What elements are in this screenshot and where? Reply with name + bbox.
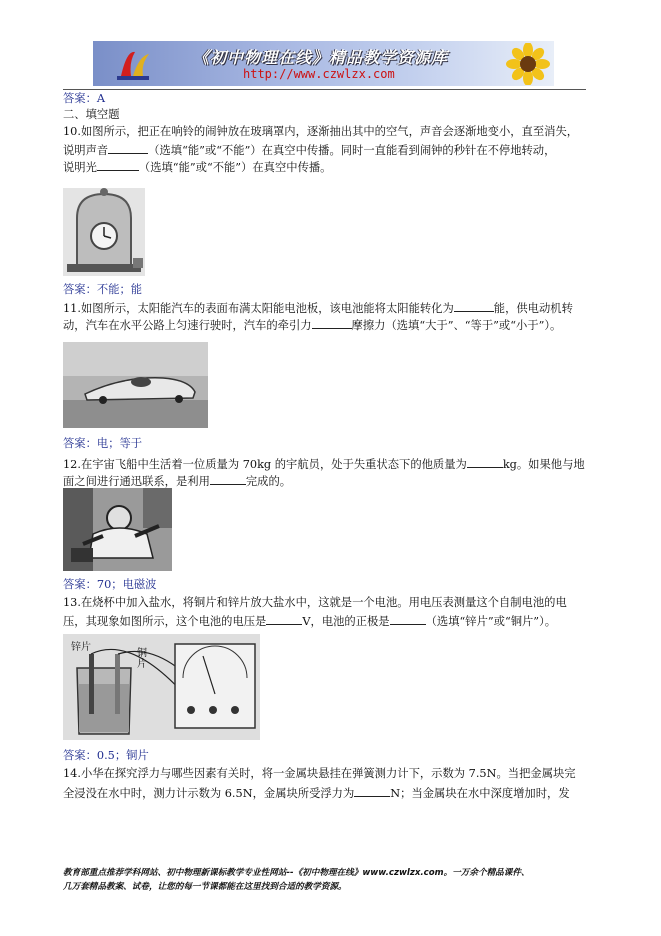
q12-line2 — [63, 473, 291, 489]
footer-line2: 几万套精品教案、试卷，让您的每一节课都能在这里找到合适的教学资源。 — [63, 882, 347, 892]
q10-line3 — [63, 159, 331, 175]
q11-text-d: 摩擦力（选填“大于”、“等于”或“小于”）。 — [351, 319, 562, 332]
q11-text-a: 11.如图所示，太阳能汽车的表面布满太阳能电池板，该电池能将太阳能转化为 — [63, 302, 454, 315]
section-heading: 二、填空题 — [63, 108, 120, 121]
q14-line1: 14.小华在探究浮力与哪些因素有关时，将一金属块悬挂在弹簧测力计下，示数为 7.5N。当把金属块完 — [63, 767, 576, 780]
header-title: 《初中物理在线》精品教学资源库 — [193, 48, 449, 67]
page-footer — [63, 866, 603, 894]
answer-blank[interactable] — [467, 456, 503, 468]
answer-blank[interactable] — [210, 473, 246, 485]
answer-13: 答案：0.5；铜片 — [63, 749, 149, 762]
fig13-copper-label: 铜片 — [137, 648, 147, 670]
q12-text-a: 12.在宇宙飞船中生活着一位质量为 70kg 的宇航员，处于失重状态下的他质量为 — [63, 458, 467, 471]
q10-text-a: 说明声音 — [63, 144, 109, 157]
q11-line2 — [63, 317, 561, 333]
q10-line2 — [63, 142, 555, 158]
sunflower-icon — [498, 43, 554, 85]
footer-line1: 教育部重点推荐学科网站、初中物理新课标教学专业性网站--《初中物理在线》www.czwlzx.com。一万余个精品课件、 — [63, 868, 530, 878]
site-logo-icon — [113, 46, 153, 82]
q11-text-c: 动，汽车在水平公路上匀速行驶时，汽车的牵引力 — [63, 319, 312, 332]
q13-line1: 13.在烧杯中加入盐水，将铜片和锌片放大盐水中，这就是一个电池。用电压表测量这个自制电池的电 — [63, 596, 567, 609]
q11-text-b: 能，供电动机转 — [493, 302, 573, 315]
answer-blank[interactable] — [108, 142, 148, 154]
figure-bell-jar — [63, 188, 145, 276]
q14-line2 — [63, 785, 570, 801]
q13-line2 — [63, 613, 556, 629]
header-banner — [93, 41, 554, 86]
q10-text-b: （选填“能”或“不能”）在真空中传播。同时一直能看到闹钟的秒针在不停地转动， — [148, 144, 556, 157]
header-divider — [63, 89, 586, 90]
answer-blank[interactable] — [312, 317, 352, 329]
fig13-zinc-label: 锌片 — [71, 642, 91, 653]
answer-prev: 答案：A — [63, 92, 106, 105]
answer-blank[interactable] — [266, 613, 302, 625]
answer-10: 答案：不能；能 — [63, 283, 143, 296]
answer-11: 答案：电；等于 — [63, 437, 143, 450]
figure-astronaut — [63, 488, 172, 571]
answer-12: 答案：70；电磁波 — [63, 578, 157, 591]
answer-blank[interactable] — [390, 613, 426, 625]
answer-blank[interactable] — [354, 785, 390, 797]
q10-text-d: （选填“能”或“不能”）在真空中传播。 — [138, 161, 332, 174]
q12-text-d: 完成的。 — [245, 475, 292, 488]
q10-line1: 10.如图所示，把正在响铃的闹钟放在玻璃罩内，逐渐抽出其中的空气，声音会逐渐地变小，直至消失， — [63, 125, 579, 138]
q11-line1 — [63, 300, 573, 316]
q13-text-a: 压，其现象如图所示，这个电池的电压是 — [63, 615, 267, 628]
q13-text-b: V，电池的正极是 — [302, 615, 390, 628]
figure-voltmeter — [63, 634, 260, 740]
figure-solar-car — [63, 342, 208, 428]
q14-text-b: N；当金属块在水中深度增加时，发 — [390, 787, 570, 800]
q12-text-b: kg。如果他与地 — [502, 458, 585, 471]
q12-line1 — [63, 456, 585, 472]
q14-text-a: 全浸没在水中时，测力计示数为 6.5N，金属块所受浮力为 — [63, 787, 355, 800]
answer-blank[interactable] — [97, 159, 139, 171]
q12-text-c: 面之间进行通迅联系，是利用 — [63, 475, 210, 488]
q10-text-c: 说明光 — [63, 161, 97, 174]
answer-blank[interactable] — [454, 300, 494, 312]
q13-text-c: （选填“锌片”或“铜片”）。 — [425, 615, 557, 628]
header-url[interactable]: http://www.czwlzx.com — [243, 67, 395, 81]
